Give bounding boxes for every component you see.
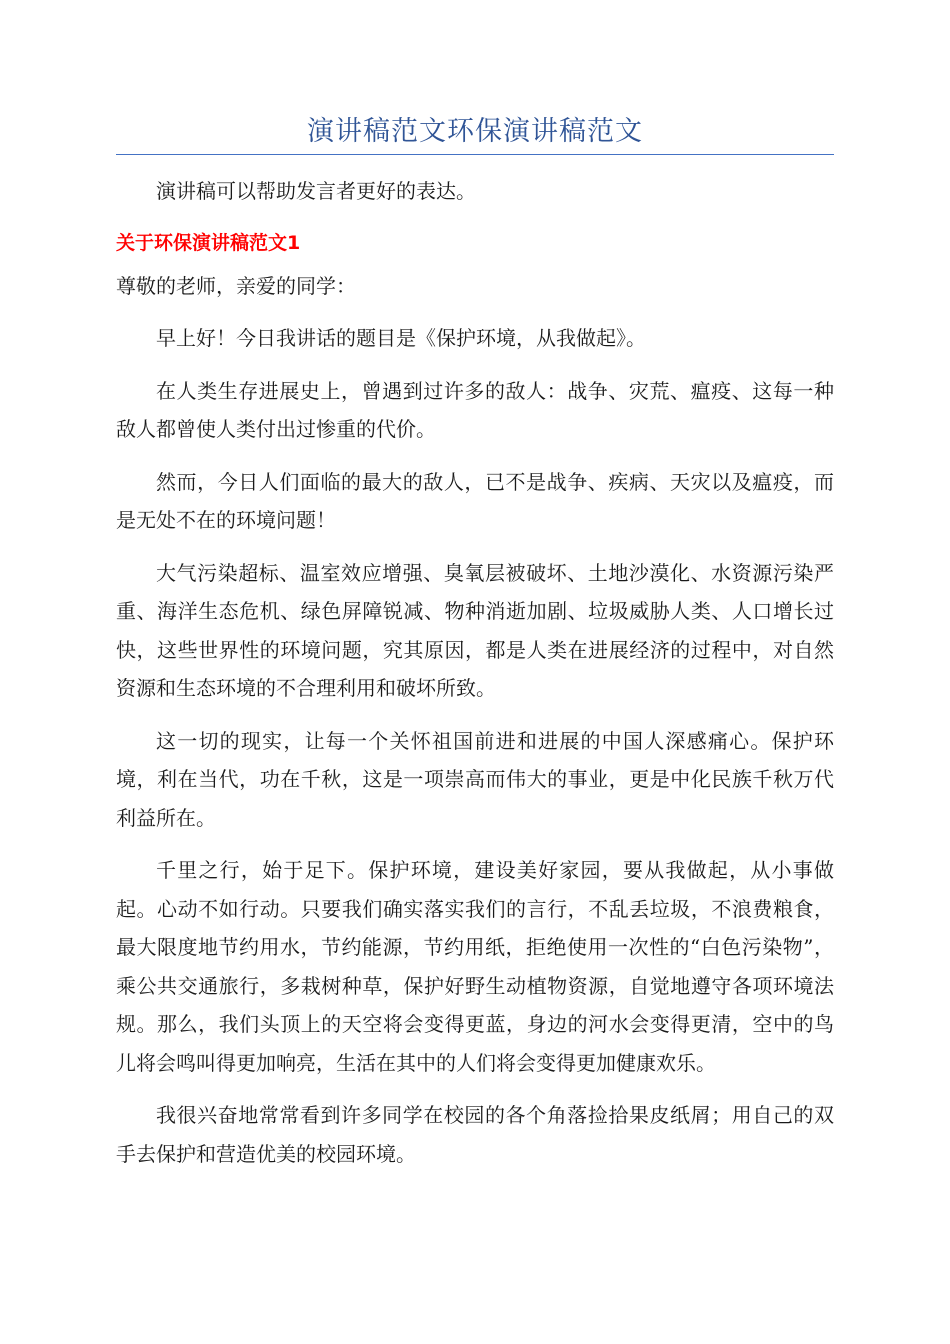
- intro-paragraph: 演讲稿可以帮助发言者更好的表达。: [156, 179, 476, 203]
- paragraph-2: 在人类生存进展史上，曾遇到过许多的敌人：战争、灾荒、瘟疫、这每一种敌人都曾使人类付出过惨重的代价。: [116, 378, 834, 441]
- paragraph-5: 这一切的现实，让每一个关怀祖国前进和进展的中国人深感痛心。保护环境，利在当代，功在千秋，这是一项崇高而伟大的事业，更是中化民族千秋万代利益所在。: [116, 728, 834, 830]
- paragraph-3: 然而，今日人们面临的最大的敌人，已不是战争、疾病、天灾以及瘟疫，而是无处不在的环境问题！: [116, 469, 834, 532]
- paragraph-6: 千里之行，始于足下。保护环境，建设美好家园，要从我做起，从小事做起。心动不如行动。只要我们确实落实我们的言行，不乱丢垃圾，不浪费粮食，最大限度地节约用水，节约能源，节约用纸，拒绝使用一次性的“白色污染物”，乘公共交通旅行，多栽树种草，保护好野生动植物资源，自觉地遵守各项环境法规。那么，我们头顶上的天空将会变得更蓝，身边的河水会变得更清，空中的鸟儿将会鸣叫得更加响亮，生活在其中的人们将会变得更加健康欢乐。: [116, 858, 834, 1075]
- section-heading: 关于环保演讲稿范文1: [116, 231, 301, 254]
- document-body: [116, 172, 834, 1187]
- paragraph-7: 我很兴奋地常常看到许多同学在校园的各个角落捡拾果皮纸屑；用自己的双手去保护和营造优美的校园环境。: [116, 1103, 834, 1166]
- document-title: 演讲稿范文环保演讲稿范文: [307, 116, 643, 147]
- title-underline: [116, 154, 834, 155]
- salutation: 尊敬的老师，亲爱的同学：: [116, 273, 356, 298]
- paragraph-1: 早上好！今日我讲话的题目是《保护环境，从我做起》。: [156, 326, 646, 350]
- paragraph-4: 大气污染超标、温室效应增强、臭氧层被破坏、土地沙漠化、水资源污染严重、海洋生态危机、绿色屏障锐减、物种消逝加剧、垃圾威胁人类、人口增长过快，这些世界性的环境问题，究其原因，都是人类在进展经济的过程中，对自然资源和生态环境的不合理利用和破坏所致。: [116, 560, 834, 700]
